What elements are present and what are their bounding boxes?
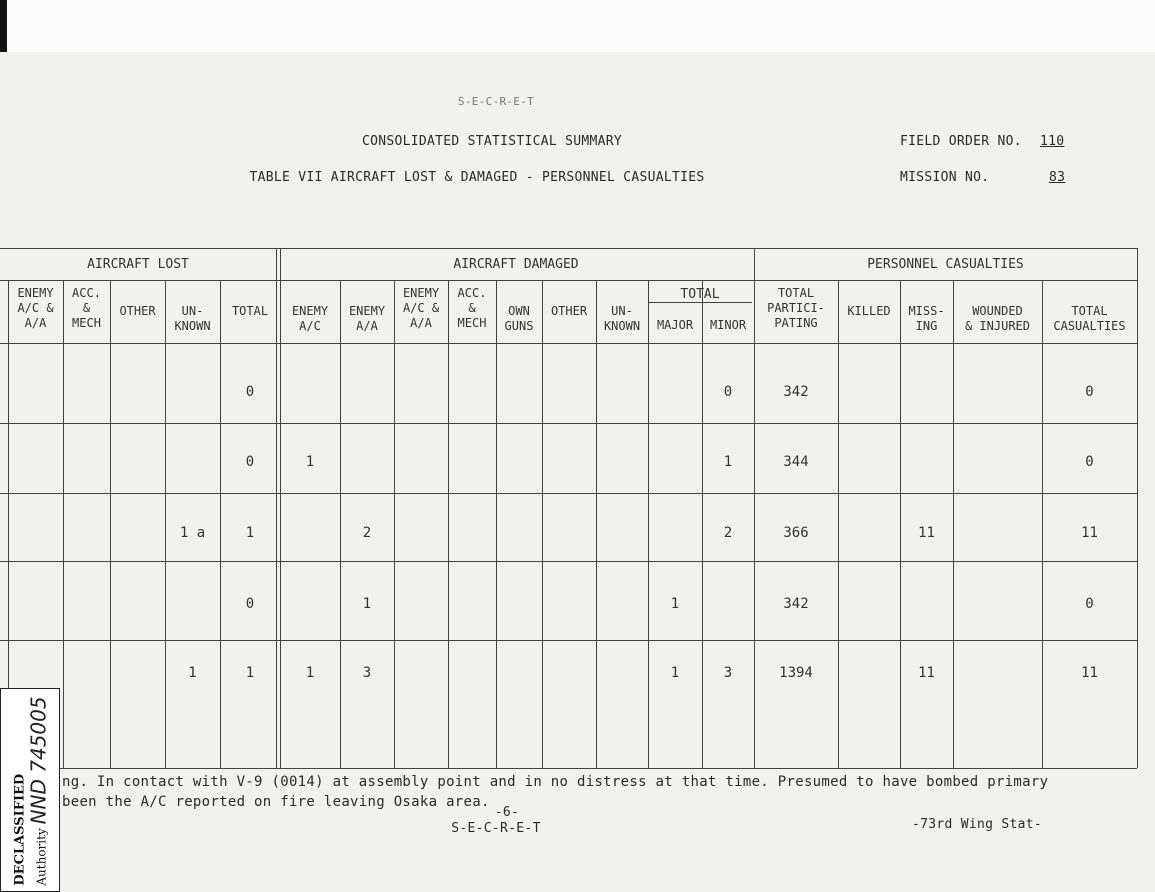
table-cell-value: 1: [670, 665, 680, 681]
table-cell-value: 1: [362, 596, 372, 612]
group-rule: [276, 248, 277, 768]
column-header: ENEMY A/A: [348, 304, 386, 333]
column-rule: [596, 281, 597, 768]
table-cell-value: 1: [723, 454, 733, 470]
table-cell-value: 344: [783, 454, 809, 470]
table-cell-value: 1: [670, 596, 680, 612]
column-rule: [702, 281, 703, 768]
column-rule: [496, 281, 497, 768]
column-rule: [220, 281, 221, 768]
stamp-label: DECLASSIFIED: [12, 773, 28, 886]
total-subheader-rule: [648, 302, 752, 303]
document-title: CONSOLIDATED STATISTICAL SUMMARY: [361, 134, 623, 149]
column-header: OWN GUNS: [504, 304, 534, 333]
row-rule: [0, 561, 1137, 562]
table-cell-value: 2: [723, 525, 733, 541]
column-rule: [63, 281, 64, 768]
classification-top: S-E-C-R-E-T: [457, 95, 535, 108]
column-header: WOUNDED & INJURED: [964, 304, 1031, 333]
stamp-authority-value: NND 745005: [26, 696, 51, 825]
column-rule: [953, 281, 954, 768]
column-header: TOTAL PARTICI- PATING: [767, 286, 825, 330]
table-cell-value: 0: [1085, 454, 1094, 470]
column-header: MINOR: [709, 318, 747, 332]
page-top-margin: [0, 0, 1155, 52]
column-rule: [900, 281, 901, 768]
column-header: MAJOR: [656, 318, 694, 332]
table-cell-value: 1: [305, 454, 315, 470]
page-number: -6-: [494, 805, 520, 820]
table-cell-value: 11: [918, 665, 935, 681]
field-order-value: 110: [1040, 134, 1065, 149]
row-rule: [0, 768, 1137, 769]
stamp-authority-label: Authority: [34, 828, 49, 886]
row-rule: [0, 423, 1137, 424]
footnote-line-2: been the A/C reported on fire leaving Osaka area.: [62, 794, 490, 810]
table-cell-value: 1: [305, 665, 315, 681]
declassified-stamp: [0, 688, 60, 892]
column-rule: [394, 281, 395, 768]
table-cell-value: 0: [245, 384, 255, 400]
table-cell-value: 1: [245, 665, 255, 681]
column-header: ENEMY A/C: [291, 304, 329, 333]
table-subtitle: TABLE VII AIRCRAFT LOST & DAMAGED - PERSONNEL CASUALTIES: [249, 170, 705, 185]
column-header: ENEMY A/C & A/A: [17, 286, 54, 330]
table-cell-value: 1: [188, 665, 197, 681]
table-cell-value: 342: [783, 596, 809, 612]
table-cell-value: 0: [1085, 384, 1094, 400]
column-header: TOTAL: [231, 304, 269, 318]
column-rule: [648, 281, 649, 768]
table-cell-value: 1 a: [179, 525, 206, 541]
table-top-border: [0, 248, 1137, 249]
group-personnel-casualties: PERSONNEL CASUALTIES: [867, 257, 1024, 272]
table-cell-value: 0: [1085, 596, 1094, 612]
column-header: TOTAL CASUALTIES: [1053, 304, 1126, 333]
field-order-label: FIELD ORDER NO.: [900, 134, 1022, 149]
table-cell-value: 1: [245, 525, 255, 541]
column-header: OTHER: [119, 304, 156, 318]
group-aircraft-lost: AIRCRAFT LOST: [87, 257, 189, 272]
table-cell-value: 0: [723, 384, 733, 400]
table-cell-value: 2: [362, 525, 372, 541]
column-rule: [542, 281, 543, 768]
row-rule: [0, 640, 1137, 641]
footnote-line-1: ng. In contact with V-9 (0014) at assembly point and in no distress at that time. Presumed to have bombed primary: [62, 774, 1049, 790]
casualties-table: [0, 248, 1137, 768]
group-header-rule: [0, 280, 1137, 281]
classification-bottom: S-E-C-R-E-T: [451, 821, 541, 836]
table-cell-value: 342: [783, 384, 809, 400]
row-rule: [0, 493, 1137, 494]
damaged-total-header: TOTAL: [680, 287, 720, 302]
column-header: MISS- ING: [908, 304, 945, 333]
row-rule: [0, 343, 1137, 344]
table-cell-value: 0: [245, 454, 255, 470]
column-rule: [110, 281, 111, 768]
column-rule: [1042, 281, 1043, 768]
table-cell-value: 3: [362, 665, 372, 681]
column-rule: [448, 281, 449, 768]
column-header: KILLED: [847, 304, 891, 318]
table-cell-value: 0: [245, 596, 255, 612]
table-cell-value: 11: [1081, 525, 1098, 541]
mission-label: MISSION NO.: [900, 170, 990, 185]
table-right-border: [1137, 248, 1138, 768]
column-header: OTHER: [550, 304, 588, 318]
column-rule: [838, 281, 839, 768]
table-cell-value: 11: [918, 525, 935, 541]
table-cell-value: 1394: [779, 665, 813, 681]
source-note: -73rd Wing Stat-: [912, 817, 1043, 832]
column-header: UN- KNOWN: [174, 304, 211, 333]
mission-value: 83: [1049, 170, 1066, 185]
column-header: UN- KNOWN: [603, 304, 641, 333]
column-header: ACC. & MECH: [457, 286, 487, 330]
table-cell-value: 11: [1081, 665, 1098, 681]
scan-edge: [0, 0, 7, 52]
column-header: ACC. & MECH: [72, 286, 101, 330]
column-rule: [165, 281, 166, 768]
group-aircraft-damaged: AIRCRAFT DAMAGED: [453, 257, 579, 272]
column-header: ENEMY A/C & A/A: [402, 286, 440, 330]
table-cell-value: 3: [723, 665, 733, 681]
column-rule: [340, 281, 341, 768]
table-cell-value: 366: [783, 525, 809, 541]
